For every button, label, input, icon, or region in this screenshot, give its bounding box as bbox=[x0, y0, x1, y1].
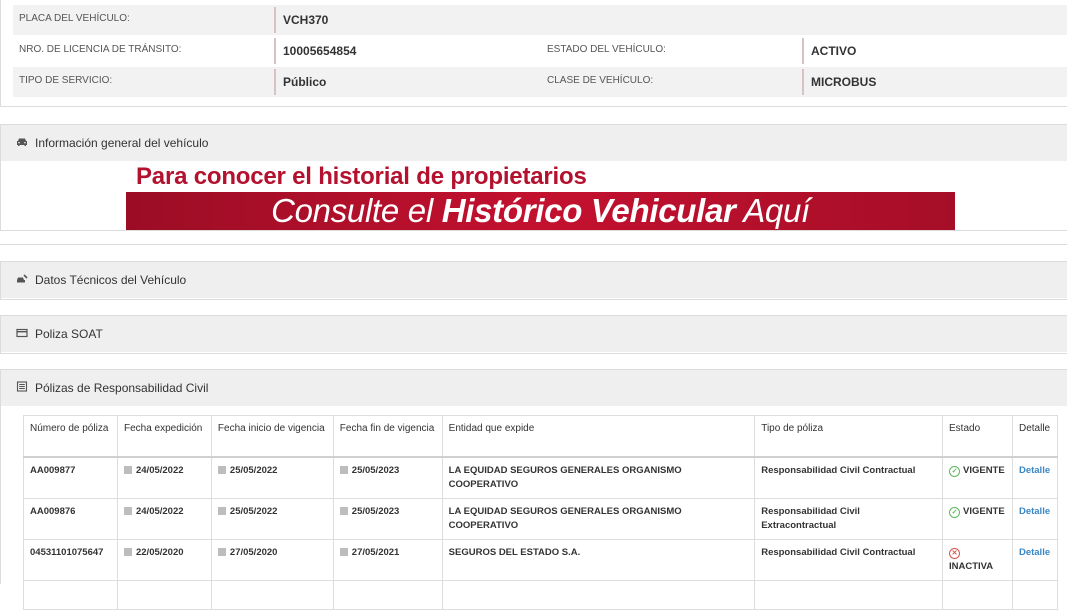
historico-banner[interactable] bbox=[126, 161, 955, 229]
estado-cell: VIGENTE bbox=[963, 465, 1005, 476]
inicio-cell: 25/05/2022 bbox=[229, 506, 278, 517]
col-fin: Fecha fin de vigencia bbox=[333, 416, 442, 458]
row-placa bbox=[13, 5, 1067, 35]
numero-cell: AA009877 bbox=[24, 457, 118, 499]
expedicion-cell: 22/05/2020 bbox=[135, 547, 184, 558]
table-row bbox=[24, 540, 1058, 581]
numero-cell: 04531101075647 bbox=[24, 540, 118, 581]
banner-top-text: Para conocer el historial de propietarios bbox=[136, 163, 587, 190]
card-icon bbox=[15, 317, 29, 353]
tipo-cell: Responsabilidad Civil Contractual bbox=[755, 457, 943, 499]
vehicle-summary bbox=[0, 0, 1067, 107]
list-icon bbox=[15, 371, 29, 407]
tipo-cell: Responsabilidad Civil Contractual bbox=[755, 540, 943, 581]
col-estado: Estado bbox=[943, 416, 1013, 458]
rc-header[interactable] bbox=[1, 370, 1067, 406]
banner-bold: Histórico Vehicular bbox=[441, 192, 736, 229]
calendar-icon bbox=[124, 466, 132, 474]
info-general-header[interactable] bbox=[1, 125, 1067, 161]
rc-title: Pólizas de Responsabilidad Civil bbox=[35, 381, 209, 395]
check-circle-icon: ✓ bbox=[949, 466, 960, 477]
panel-soat bbox=[0, 315, 1067, 354]
estado-cell: VIGENTE bbox=[963, 506, 1005, 517]
entidad-cell: LA EQUIDAD SEGUROS GENERALES ORGANISMO COOPERATIVO bbox=[442, 457, 755, 499]
detalle-link[interactable]: Detalle bbox=[1018, 547, 1051, 558]
calendar-icon bbox=[218, 466, 226, 474]
estado-cell: INACTIVA bbox=[949, 561, 994, 572]
panel-datos-tecnicos bbox=[0, 261, 1067, 300]
divider bbox=[0, 244, 1067, 245]
table-row bbox=[24, 581, 1058, 610]
estado-value: ACTIVO bbox=[802, 38, 856, 64]
clase-label: CLASE DE VEHÍCULO: bbox=[547, 75, 654, 86]
soat-header[interactable] bbox=[1, 316, 1067, 352]
table-row bbox=[24, 499, 1058, 540]
calendar-icon bbox=[218, 507, 226, 515]
calendar-icon bbox=[340, 466, 348, 474]
inicio-cell: 27/05/2020 bbox=[229, 547, 278, 558]
banner-link-bar[interactable] bbox=[126, 192, 955, 230]
inicio-cell: 25/05/2022 bbox=[229, 465, 278, 476]
calendar-icon bbox=[218, 548, 226, 556]
wrench-car-icon bbox=[15, 263, 29, 299]
calendar-icon bbox=[124, 548, 132, 556]
placa-value: VCH370 bbox=[274, 7, 328, 33]
numero-cell: AA009876 bbox=[24, 499, 118, 540]
rc-table bbox=[23, 415, 1058, 610]
licencia-label: NRO. DE LICENCIA DE TRÁNSITO: bbox=[19, 44, 182, 55]
entidad-cell: LA EQUIDAD SEGUROS GENERALES ORGANISMO COOPERATIVO bbox=[442, 499, 755, 540]
tipo-cell: Responsabilidad Civil Extracontractual bbox=[755, 499, 943, 540]
banner-post: Aquí bbox=[735, 192, 810, 229]
expedicion-cell: 24/05/2022 bbox=[135, 506, 184, 517]
row-servicio bbox=[13, 67, 1067, 97]
detalle-link[interactable]: Detalle bbox=[1018, 465, 1051, 476]
licencia-value: 10005654854 bbox=[274, 38, 356, 64]
banner-pre: Consulte el bbox=[271, 192, 442, 229]
car-icon bbox=[15, 126, 29, 162]
expedicion-cell: 24/05/2022 bbox=[135, 465, 184, 476]
clase-value: MICROBUS bbox=[802, 69, 876, 95]
x-circle-icon: ✕ bbox=[949, 548, 960, 559]
entidad-cell: SEGUROS DEL ESTADO S.A. bbox=[442, 540, 755, 581]
table-row bbox=[24, 457, 1058, 499]
servicio-label: TIPO DE SERVICIO: bbox=[19, 75, 113, 86]
placa-label: PLACA DEL VEHÍCULO: bbox=[19, 13, 130, 24]
col-entidad: Entidad que expide bbox=[442, 416, 755, 458]
fin-cell: 25/05/2023 bbox=[351, 506, 400, 517]
col-expedicion: Fecha expedición bbox=[117, 416, 211, 458]
estado-label: ESTADO DEL VEHÍCULO: bbox=[547, 44, 666, 55]
row-licencia bbox=[13, 36, 1067, 66]
col-detalle: Detalle bbox=[1012, 416, 1057, 458]
calendar-icon bbox=[340, 507, 348, 515]
check-circle-icon: ✓ bbox=[949, 507, 960, 518]
servicio-value: Público bbox=[274, 69, 326, 95]
detalle-link[interactable]: Detalle bbox=[1018, 506, 1051, 517]
datos-tecnicos-title: Datos Técnicos del Vehículo bbox=[35, 273, 187, 287]
calendar-icon bbox=[124, 507, 132, 515]
col-numero: Número de póliza bbox=[24, 416, 118, 458]
soat-title: Poliza SOAT bbox=[35, 327, 103, 341]
col-tipo: Tipo de póliza bbox=[755, 416, 943, 458]
col-inicio: Fecha inicio de vigencia bbox=[211, 416, 333, 458]
fin-cell: 27/05/2021 bbox=[351, 547, 400, 558]
table-header-row bbox=[24, 416, 1058, 458]
info-general-title: Información general del vehículo bbox=[35, 136, 209, 150]
datos-tecnicos-header[interactable] bbox=[1, 262, 1067, 298]
calendar-icon bbox=[340, 548, 348, 556]
fin-cell: 25/05/2023 bbox=[351, 465, 400, 476]
